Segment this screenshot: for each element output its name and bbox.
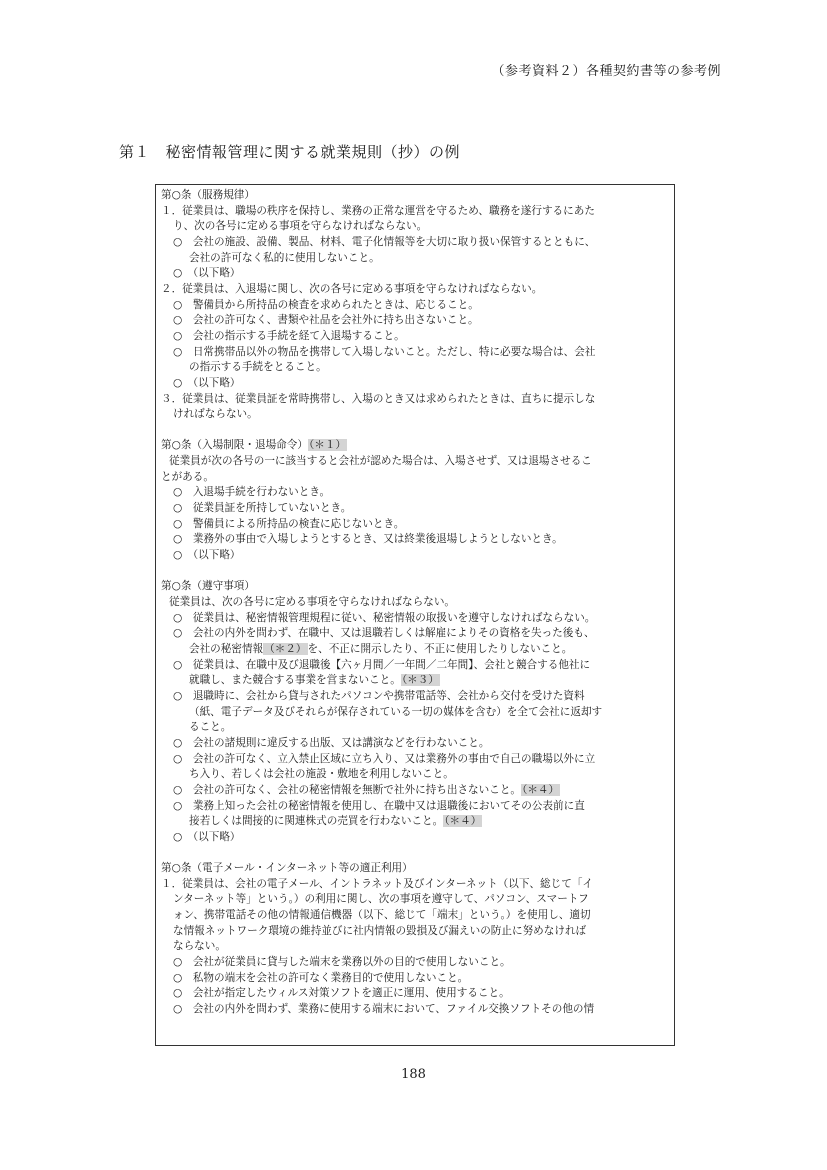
text-segment: ち入り、若しくは会社の施設・敷地を利用しないこと。	[189, 768, 454, 781]
text-line: ○ （以下略）	[173, 549, 241, 562]
text-line: ○ 会社の内外を問わず、在職中、又は退職若しくは解雇によりその資格を失った後も、	[173, 627, 595, 640]
text-line: ンターネット等」という。）の利用に関し、次の事項を遵守して、パソコン、スマートフ	[173, 893, 589, 906]
text-line	[161, 705, 669, 721]
text-line: ○ （以下略）	[173, 267, 241, 280]
text-line	[161, 814, 669, 830]
article-heading-compliance: 第○条（遵守事項）	[161, 580, 255, 593]
text-segment: 会社の秘密情報	[189, 643, 264, 655]
text-line: ○ 会社の施設、設備、製品、材料、電子化情報等を大切に取り扱い保管するとともに、	[173, 235, 596, 248]
text-segment: ること。	[189, 721, 232, 734]
text-line: ○ 業務上知った会社の秘密情報を使用し、在職中又は退職後においてその公表前に直	[173, 799, 585, 812]
text-line	[161, 673, 669, 689]
text-line: ○ 従業員は、秘密情報管理規程に従い、秘密情報の取扱いを遵守しなければならない。	[173, 611, 596, 624]
text-line: ○ 入退場手続を行わないとき。	[173, 486, 331, 499]
text-segment: 会社の許可なく私的に使用しないこと。	[189, 251, 380, 264]
text-line	[161, 251, 669, 267]
spacer	[161, 423, 669, 439]
note-marker: （＊４）	[444, 815, 482, 828]
text-segment: （紙、電子データ及びそれらが保存されている一切の媒体を含む）を全て会社に返却す	[189, 705, 603, 718]
text-line: ○ 警備員による所持品の検査に応じないとき。	[173, 517, 405, 530]
spacer	[161, 564, 669, 580]
text-line: ○ 従業員証を所持していないとき。	[173, 502, 352, 515]
page-number: 188	[401, 1067, 426, 1082]
text-line: な情報ネットワーク環境の維持並びに社内情報の毀損及び漏えいの防止に努めなければ	[173, 924, 587, 937]
text-line: 従業員は、次の各号に定める事項を守らなければならない。	[169, 596, 456, 609]
text-line: 従業員が次の各号の一に該当すると会社が認めた場合は、入場させず、又は退場させるこ	[169, 455, 592, 468]
text-segment: を、不正に開示したり、不正に使用したりしないこと。	[307, 643, 573, 655]
text-line: ○ 警備員から所持品の検査を求められたときは、応じること。	[173, 298, 479, 311]
text-line: り、次の各号に定める事項を守らなければならない。	[173, 220, 428, 233]
note-marker: （＊３）	[401, 674, 439, 687]
text-line: とがある。	[161, 470, 214, 483]
text-line	[161, 642, 669, 658]
text-line: ォン、携帯電話その他の情報通信機器（以下、総じて「端末」という。）を使用し、適切	[173, 909, 591, 922]
note-marker: （＊４）	[522, 783, 560, 796]
article-heading-service-rules: 第○条（服務規律）	[161, 189, 255, 201]
text-segment: の指示する手続をとること。	[189, 361, 327, 374]
text-line: ○ 退職時に、会社から貸与されたパソコンや携帯電話等、会社から交付を受けた資料	[173, 689, 585, 702]
text-line: ○ 業務外の事由で入場しようとするとき、又は終業後退場しようとしないとき。	[173, 533, 563, 546]
text-line	[161, 783, 669, 799]
article-heading-email-internet: 第○条（電子メール・インターネット等の適正利用）	[161, 862, 413, 875]
text-line: ○ 会社の許可なく、立入禁止区域に立ち入り、又は業務外の事由で自己の職場以外に立	[173, 752, 596, 765]
document-title: 第１ 秘密情報管理に関する就業規則（抄）の例	[119, 143, 461, 161]
text-line: ○ 私物の端末を会社の許可なく業務目的で使用しないこと。	[173, 971, 469, 984]
text-line: ○ 会社が従業員に貸与した端末を業務以外の目的で使用しないこと。	[173, 956, 511, 969]
heading-text: 第○条（入場制限・退場命令）	[161, 439, 308, 452]
text-segment: ○ 会社の許可なく、会社の秘密情報を無断で社外に持ち出さないこと。	[173, 783, 522, 796]
text-line: ○ 会社が指定したウィルス対策ソフトを適正に運用、使用すること。	[173, 987, 510, 1000]
text-line: ３．従業員は、従業員証を常時携帯し、入場のとき又は求められたときは、直ちに提示しな	[161, 392, 596, 405]
article-heading-entry-restriction	[161, 438, 669, 454]
regulation-box	[155, 184, 675, 1046]
reference-header: （参考資料２）各種契約書等の参考例	[491, 64, 721, 79]
text-line	[161, 767, 669, 783]
text-line: ○ 会社の内外を問わず、業務に使用する端末において、ファイル交換ソフトその他の情	[173, 1003, 595, 1016]
text-line: ○ （以下略）	[173, 376, 241, 389]
text-line: １．従業員は、職場の秩序を保持し、業務の正常な運営を守るため、職務を遂行するにあた	[161, 204, 595, 217]
text-segment: 接若しくは間接的に関連株式の売買を行わないこと。	[189, 815, 444, 828]
text-line: ○ 会社の許可なく、書類や社品を会社外に持ち出さないこと。	[173, 314, 479, 327]
note-marker: （＊２）	[264, 643, 307, 655]
spacer	[161, 846, 669, 862]
note-marker: （＊１）	[308, 439, 347, 452]
text-line: １．従業員は、会社の電子メール、イントラネット及びインターネット（以下、総じて「イ	[161, 877, 594, 890]
text-line: ならない。	[173, 940, 226, 953]
text-line: ２．従業員は、入退場に関し、次の各号に定める事項を守らなければならない。	[161, 282, 543, 295]
text-line: ○ （以下略）	[173, 830, 241, 843]
text-line: ければならない。	[173, 408, 258, 421]
text-line: ○ 従業員は、在職中及び退職後【六ヶ月間／一年間／二年間】、会社と競合する他社に	[173, 658, 591, 671]
text-line: ○ 会社の諸規則に違反する出版、又は講演などを行わないこと。	[173, 736, 490, 749]
text-line	[161, 720, 669, 736]
text-segment: 就職し、また競合する事業を営まないこと。	[189, 674, 401, 687]
text-line: ○ 日常携帯品以外の物品を携帯して入場しないこと。ただし、特に必要な場合は、会社	[173, 345, 596, 358]
text-line: ○ 会社の指示する手続を経て入退場すること。	[173, 329, 405, 342]
text-line	[161, 360, 669, 376]
